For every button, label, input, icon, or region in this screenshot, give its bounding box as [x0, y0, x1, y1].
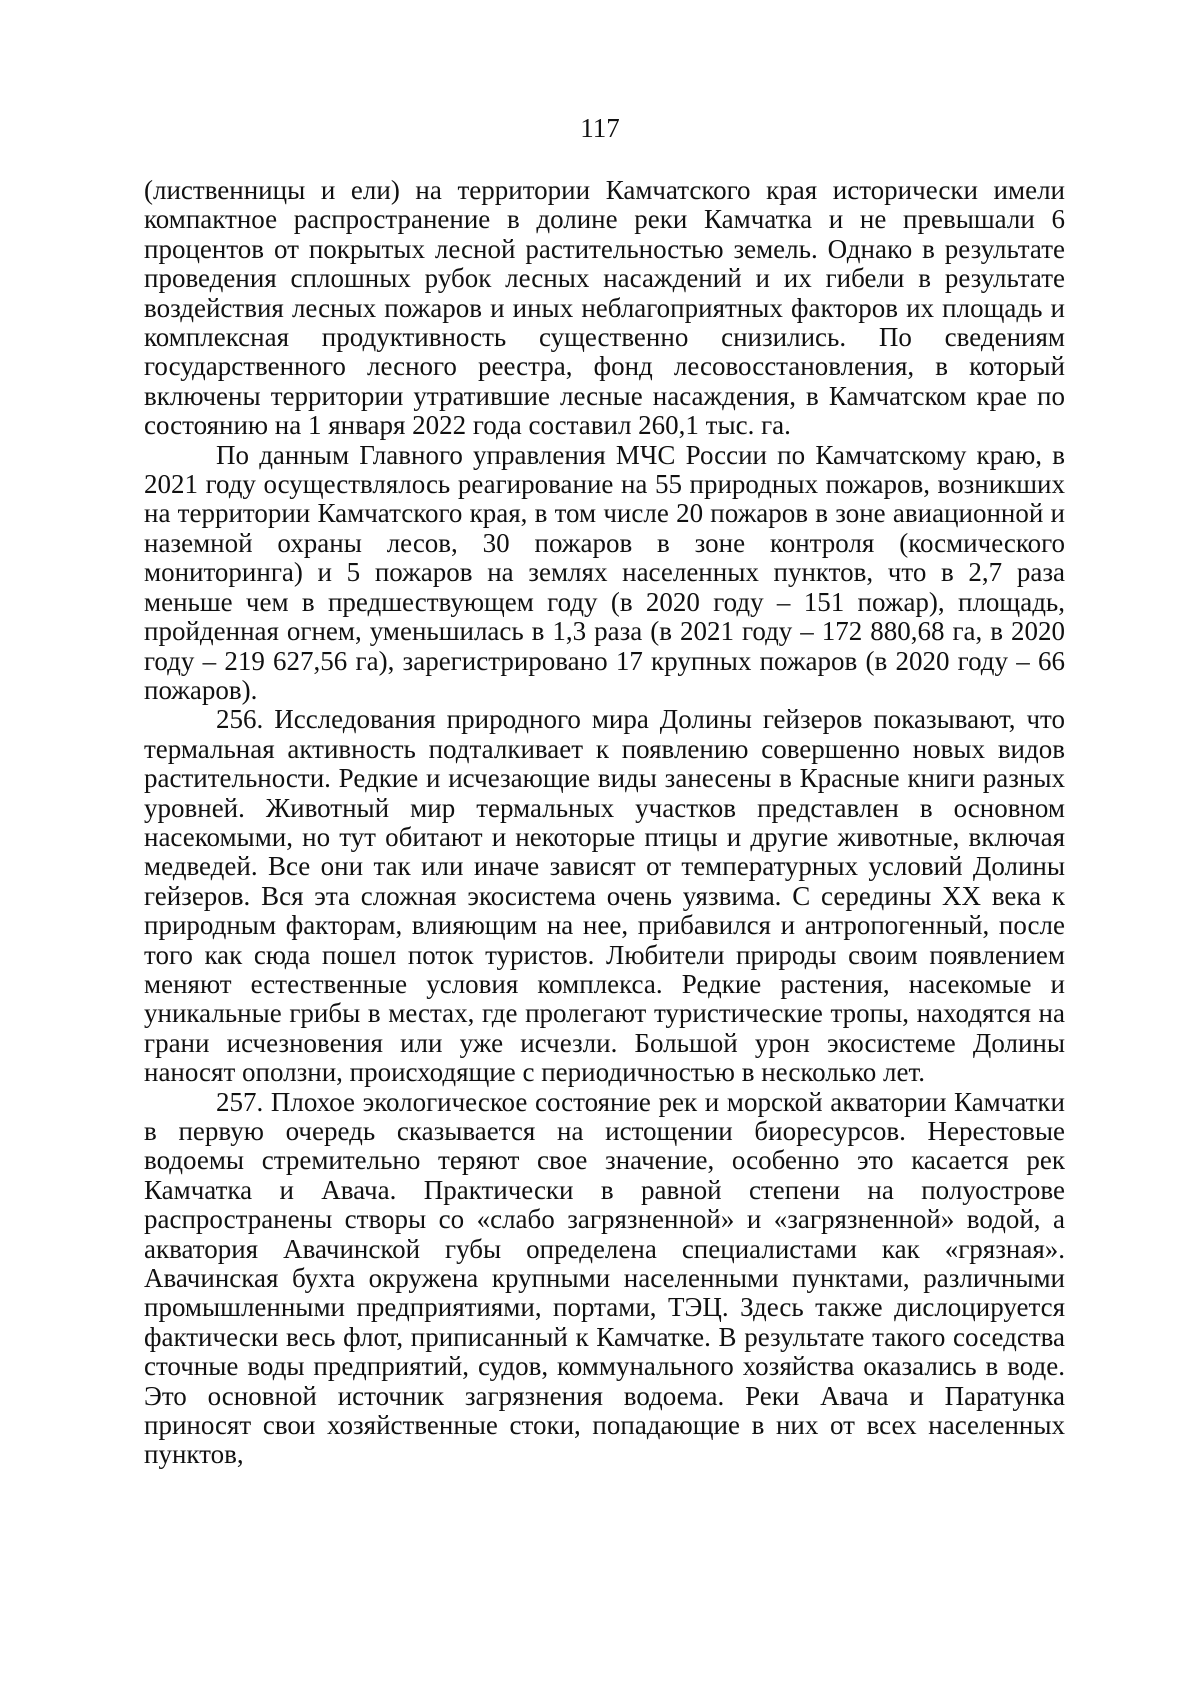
paragraph-wildfires: По данным Главного управления МЧС России по Камчатскому краю, в 2021 году осуществлялось реагирование на 55 природных пожаров, возникших на территории Камчатского края, в том числе 20 пожаров в зоне авиационной и наземной охраны лесов, 30 пожаров в зоне контроля (космического мониторинга) и 5 пожаров на землях населенных пунктов, что в 2,7 раза меньше чем в предшествующем году (в 2020 году – 151 пожар), площадь, пройденная огнем, уменьшилась в 1,3 раза (в 2021 году – 172 880,68 га, в 2020 году – 219 627,56 га), зарегистрировано 17 крупных пожаров (в 2020 году – 66 пожаров). [144, 439, 1065, 705]
document-body [144, 176, 1065, 1470]
paragraph-forest-reforestation: (лиственницы и ели) на территории Камчатского края исторически имели компактное распространение в долине реки Камчатка и не превышали 6 процентов от покрытых лесной растительностью земель. Однако в результате проведения сплошных рубок лесных насаждений и их гибели в результате воздействия лесных пожаров и иных неблагоприятных факторов их площадь и комплексная продуктивность существенно снизились. По сведениям государственного лесного реестра, фонд лесовосстановления, в который включены территории утратившие лесные насаждения, в Камчатском крае по состоянию на 1 января 2022 года составил 260,1 тыс. га. [144, 175, 1065, 441]
paragraph-valley-of-geysers: 256. Исследования природного мира Долины гейзеров показывают, что термальная активность подталкивает к появлению совершенно новых видов растительности. Редкие и исчезающие виды занесены в Красные книги разных уровней. Животный мир термальных участков представлен в основном насекомыми, но тут обитают и некоторые птицы и другие животные, включая медведей. Все они так или иначе зависят от температурных условий Долины гейзеров. Вся эта сложная экосистема очень уязвима. С середины XX века к природным факторам, влияющим на нее, прибавился и антропогенный, после того как сюда пошел поток туристов. Любители природы своим появлением меняют естественные условия комплекса. Редкие растения, насекомые и уникальные грибы в местах, где пролегают туристические тропы, находятся на грани исчезновения или уже исчезли. Большой урон экосистеме Долины наносят оползни, происходящие с периодичностью в несколько лет. [144, 704, 1065, 1088]
page-number: 117 [580, 113, 620, 143]
paragraph-water-pollution: 257. Плохое экологическое состояние рек и морской акватории Камчатки в первую очередь сказывается на истощении биоресурсов. Нерестовые водоемы стремительно теряют свое значение, особенно это касается рек Камчатка и Авача. Практически в равной степени на полуострове распространены створы со «слабо загрязненной» и «загрязненной» водой, а акватория Авачинской губы определена специалистами как «грязная». Авачинская бухта окружена крупными населенными пунктами, различными промышленными предприятиями, портами, ТЭЦ. Здесь также дислоцируется фактически весь флот, приписанный к Камчатке. В результате такого соседства сточные воды предприятий, судов, коммунального хозяйства оказались в воде. Это основной источник загрязнения водоема. Реки Авача и Паратунка приносят свои хозяйственные стоки, попадающие в них от всех населенных пунктов, [144, 1086, 1065, 1470]
